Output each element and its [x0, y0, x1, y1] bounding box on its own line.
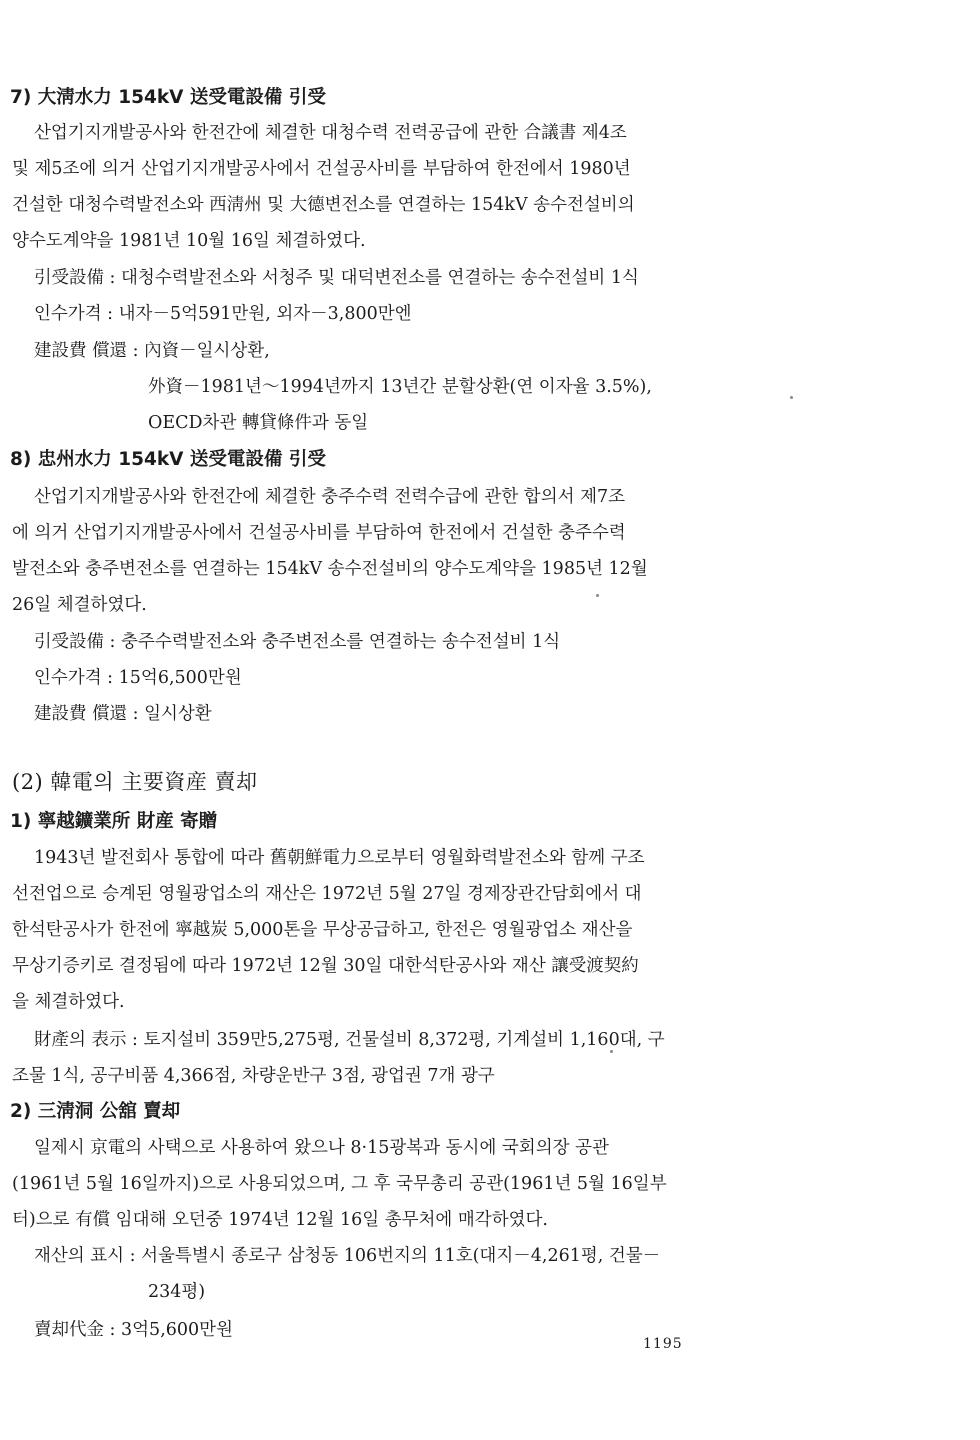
paragraph-line: 및 제5조에 의거 산업기지개발공사에서 건설공사비를 부담하여 한전에서 1980년	[12, 159, 631, 179]
section-heading: 1) 寧越鑛業所 財産 寄贈	[10, 811, 218, 832]
paragraph-line: 을 체결하였다.	[12, 992, 125, 1012]
paragraph-line: 26일 체결하였다.	[12, 595, 147, 615]
major-heading: (2) 韓電의 主要資産 賣却	[12, 770, 258, 794]
sub-item-line: 外資－1981년～1994년까지 13년간 분할상환(연 이자율 3.5%),	[148, 377, 652, 397]
item-line: 財產의 表示 : 토지설비 359만5,275평, 건물설비 8,372평, 기계설비 1,160대, 구	[34, 1030, 665, 1050]
item-line: 賣却代金 : 3억5,600만원	[34, 1320, 233, 1340]
section-heading: 7) 大淸水力 154kV 送受電設備 引受	[10, 87, 326, 108]
sub-item-line: OECD차관 轉貸條件과 동일	[148, 413, 369, 433]
item-line: 인수가격 : 내자－5억591만원, 외자－3,800만엔	[34, 304, 412, 324]
scan-speck	[610, 1050, 613, 1053]
section-heading: 8) 忠州水力 154kV 送受電設備 引受	[10, 449, 326, 470]
item-line: 인수가격 : 15억6,500만원	[34, 668, 242, 688]
paragraph-line: 터)으로 有償 임대해 오던중 1974년 12월 16일 총무처에 매각하였다.	[12, 1210, 548, 1230]
item-line: 引受設備 : 충주수력발전소와 충주변전소를 연결하는 송수전설비 1식	[34, 632, 561, 652]
scan-speck	[596, 594, 599, 597]
paragraph-line: 한석탄공사가 한전에 寧越炭 5,000톤을 무상공급하고, 한전은 영월광업소 재산을	[12, 920, 633, 940]
paragraph-line: 산업기지개발공사와 한전간에 체결한 충주수력 전력수급에 관한 합의서 제7조	[34, 487, 626, 507]
item-line: 引受設備 : 대청수력발전소와 서청주 및 대덕변전소를 연결하는 송수전설비 1식	[34, 268, 639, 288]
scan-speck	[790, 396, 793, 399]
paragraph-line: 무상기증키로 결정됨에 따라 1972년 12월 30일 대한석탄공사와 재산 讓受渡契約	[12, 956, 639, 976]
paragraph-line: 산업기지개발공사와 한전간에 체결한 대청수력 전력공급에 관한 合議書 제4조	[34, 123, 627, 143]
paragraph-line: 선전업으로 승계된 영월광업소의 재산은 1972년 5월 27일 경제장관간담회에서 대	[12, 884, 642, 904]
paragraph-line: 건설한 대청수력발전소와 西淸州 및 大德변전소를 연결하는 154kV 송수전설비의	[12, 195, 635, 215]
item-line: 재산의 표시 : 서울특별시 종로구 삼청동 106번지의 11호(대지－4,261평, 건물－	[34, 1246, 661, 1266]
paragraph-line: 에 의거 산업기지개발공사에서 건설공사비를 부담하여 한전에서 건설한 충주수력	[12, 523, 626, 543]
paragraph-line: 양수도계약을 1981년 10월 16일 체결하였다.	[12, 231, 366, 251]
paragraph-line: 발전소와 충주변전소를 연결하는 154kV 송수전설비의 양수도계약을 1985년 12월	[12, 559, 648, 579]
section-heading: 2) 三淸洞 公舘 賣却	[10, 1101, 181, 1122]
item-line: 建設費 償還 : 內資－일시상환,	[34, 341, 270, 361]
item-line: 建設費 償還 : 일시상환	[34, 704, 212, 724]
paragraph-line: 1943년 발전회사 통합에 따라 舊朝鮮電力으로부터 영월화력발전소와 함께 구조	[34, 848, 645, 868]
paragraph-line: 일제시 京電의 사택으로 사용하여 왔으나 8·15광복과 동시에 국회의장 공관	[34, 1138, 609, 1158]
item-continuation: 조물 1식, 공구비품 4,366점, 차량운반구 3점, 광업권 7개 광구	[12, 1066, 495, 1086]
paragraph-line: (1961년 5월 16일까지)으로 사용되었으며, 그 후 국무총리 공관(1961년 5월 16일부	[12, 1174, 667, 1194]
item-continuation: 234평)	[148, 1282, 206, 1302]
page-number: 1195	[643, 1336, 683, 1352]
